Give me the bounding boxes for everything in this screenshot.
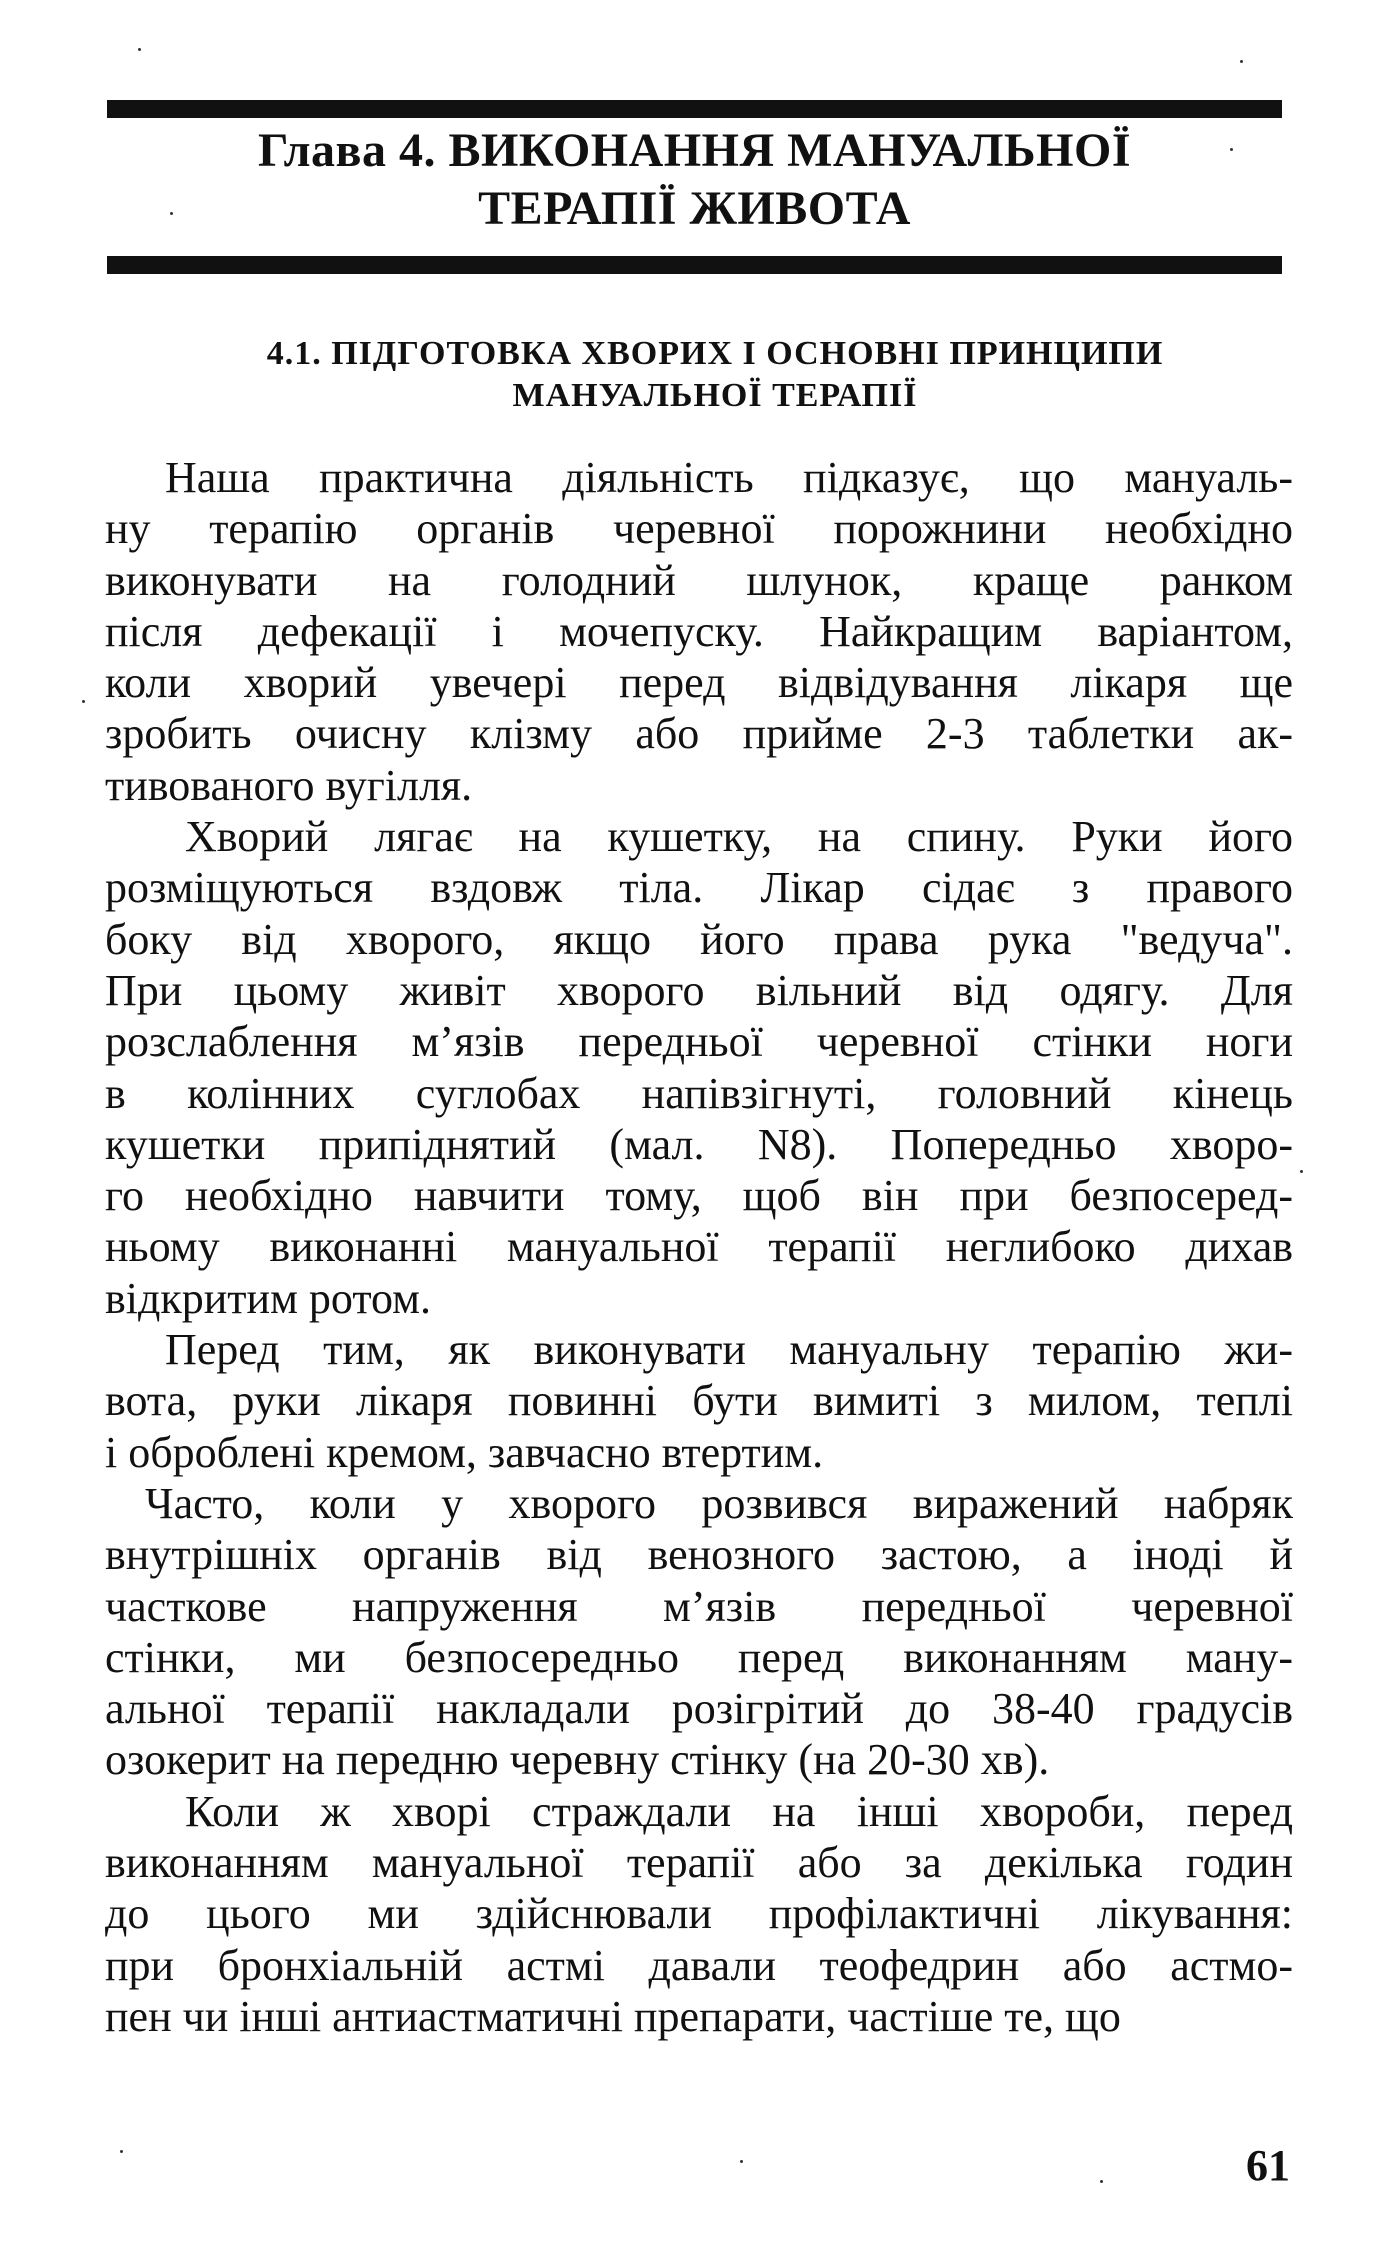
text-line: Хворий лягає на кушетку, на спину. Руки його xyxy=(185,812,1293,862)
text-line: відкритим ротом. xyxy=(105,1273,432,1323)
text-line: зробить очисну клізму або прийме 2-3 таблетки ак- xyxy=(105,709,1293,759)
text-line: ньому виконанні мануальної терапії неглибоко дихав xyxy=(105,1222,1293,1272)
chapter-top-rule xyxy=(107,100,1282,118)
text-line: При цьому живіт хворого вільний від одягу. Для xyxy=(105,965,1293,1015)
text-line: часткове напруження м’язів передньої черевної xyxy=(105,1581,1293,1631)
body-text xyxy=(105,452,1293,2042)
chapter-title-line: Глава 4. ВИКОНАННЯ МАНУАЛЬНОЇ xyxy=(258,124,1131,177)
paragraph xyxy=(105,811,1293,1324)
scan-speck xyxy=(1100,2180,1103,2183)
text-line: при бронхіальній астмі давали теофедрин або астмо- xyxy=(105,1940,1293,1990)
scan-speck xyxy=(120,2150,123,2153)
text-line: після дефекації і мочепуску. Найкращим варіантом, xyxy=(105,606,1293,656)
text-line: коли хворий увечері перед відвідування лікаря ще xyxy=(105,658,1293,708)
text-line: го необхідно навчити тому, щоб він при безпосеред- xyxy=(105,1171,1293,1221)
text-line: кушетки припіднятий (мал. N8). Попередньо хворо- xyxy=(105,1119,1293,1169)
text-line: до цього ми здійснювали профілактичні лікування: xyxy=(105,1889,1293,1939)
scan-speck xyxy=(138,48,141,51)
paragraph xyxy=(105,1478,1293,1786)
chapter-bottom-rule xyxy=(107,256,1282,274)
paragraph xyxy=(105,1324,1293,1478)
text-line: в колінних суглобах напівзігнуті, головний кінець xyxy=(105,1068,1293,1118)
text-line: виконувати на голодний шлунок, краще ранком xyxy=(105,555,1293,605)
scan-speck xyxy=(82,700,85,703)
scan-speck xyxy=(170,212,173,215)
text-line: Коли ж хворі страждали на інші хвороби, перед xyxy=(185,1786,1293,1836)
section-title-line: МАНУАЛЬНОЇ ТЕРАПІЇ xyxy=(512,377,918,414)
text-line: стінки, ми безпосередньо перед виконанням ману- xyxy=(105,1632,1293,1682)
text-line: тивованого вугілля. xyxy=(105,760,473,810)
paragraph xyxy=(105,1786,1293,2042)
scan-speck xyxy=(1300,1170,1303,1173)
paragraph xyxy=(105,452,1293,811)
text-line: боку від хворого, якщо його права рука "ведуча". xyxy=(105,914,1293,964)
text-line: розслаблення м’язів передньої черевної стінки ноги xyxy=(105,1017,1293,1067)
scan-speck xyxy=(740,2160,743,2163)
text-line: внутрішніх органів від венозного застою, а іноді й xyxy=(105,1530,1293,1580)
text-line: пен чи інші антиастматичні препарати, частіше те, що xyxy=(105,1991,1121,2041)
section-title xyxy=(150,333,1280,417)
text-line: вота, руки лікаря повинні бути вимиті з милом, теплі xyxy=(105,1376,1293,1426)
text-line: Перед тим, як виконувати мануальну терапію жи- xyxy=(165,1325,1293,1375)
text-line: Наша практична діяльність підказує, що мануаль- xyxy=(165,453,1293,502)
scan-speck xyxy=(1240,60,1243,63)
section-title-line: 4.1. ПІДГОТОВКА ХВОРИХ І ОСНОВНІ ПРИНЦИПИ xyxy=(266,335,1164,372)
text-line: Часто, коли у хворого розвився виражений набряк xyxy=(145,1478,1293,1528)
text-line: і оброблені кремом, завчасно втертим. xyxy=(105,1427,824,1477)
text-line: ну терапію органів черевної порожнини необхідно xyxy=(105,504,1293,554)
scan-speck xyxy=(1230,148,1233,151)
chapter-title xyxy=(107,122,1282,238)
text-line: альної терапії накладали розігрітий до 38-40 градусів xyxy=(105,1684,1293,1734)
text-line: озокерит на передню черевну стінку (на 20-30 хв). xyxy=(105,1735,1050,1785)
chapter-title-line: ТЕРАПІЇ ЖИВОТА xyxy=(478,182,911,235)
text-line: виконанням мануальної терапії або за декілька годин xyxy=(105,1838,1293,1888)
page-number: 61 xyxy=(1246,2141,1290,2190)
text-line: розміщуються вздовж тіла. Лікар сідає з правого xyxy=(105,863,1293,913)
